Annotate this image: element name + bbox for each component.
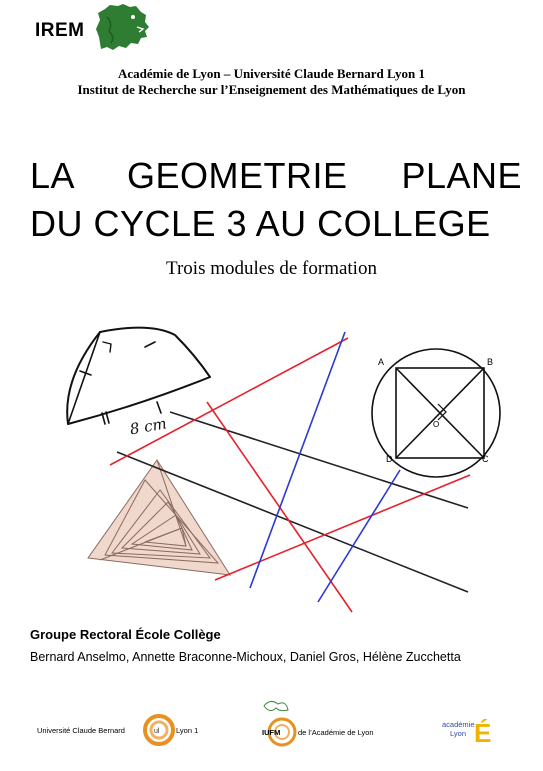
irem-logo-text: IREM	[35, 20, 85, 41]
point-a-label: A	[378, 357, 385, 367]
ucbl-left-text: Université Claude Bernard	[37, 726, 125, 735]
academie-line-1: académie	[442, 720, 475, 729]
geometry-figure	[0, 320, 543, 620]
quadrilateral-sketch	[67, 328, 210, 424]
iufm-logo	[262, 701, 374, 745]
length-label: 8 cm	[128, 414, 168, 439]
academie-line-2: Lyon	[450, 729, 466, 738]
header-line-1: Académie de Lyon – Université Claude Bernard Lyon 1	[118, 66, 425, 81]
page-title-line-2: DU CYCLE 3 AU COLLEGE	[30, 203, 491, 244]
academie-lyon-logo	[442, 718, 491, 748]
ucbl-right-text: Lyon 1	[176, 726, 199, 735]
point-o-label: O	[433, 420, 440, 429]
academie-e-mark: É	[474, 718, 492, 748]
page-title-line-1: LA GEOMETRIE PLANE	[30, 155, 522, 196]
partner-logos	[0, 698, 543, 758]
iufm-text: IUFM	[262, 728, 281, 737]
group-name: Groupe Rectoral École Collège	[30, 627, 221, 642]
nested-triangles	[88, 460, 230, 575]
authors-list: Bernard Anselmo, Annette Braconne-Michoux, Daniel Gros, Hélène Zucchetta	[30, 650, 461, 664]
lion-logo-icon	[93, 3, 151, 53]
iufm-right-text: de l’Académie de Lyon	[298, 728, 374, 737]
header-line-2: Institut de Recherche sur l’Enseignement des Mathématiques de Lyon	[77, 82, 466, 97]
svg-text:ul: ul	[154, 728, 160, 735]
ucbl-logo	[37, 716, 198, 744]
point-c-label: C	[482, 454, 489, 464]
page-subtitle: Trois modules de formation	[166, 258, 377, 279]
point-d-label: D	[386, 454, 393, 464]
point-b-label: B	[487, 357, 494, 367]
